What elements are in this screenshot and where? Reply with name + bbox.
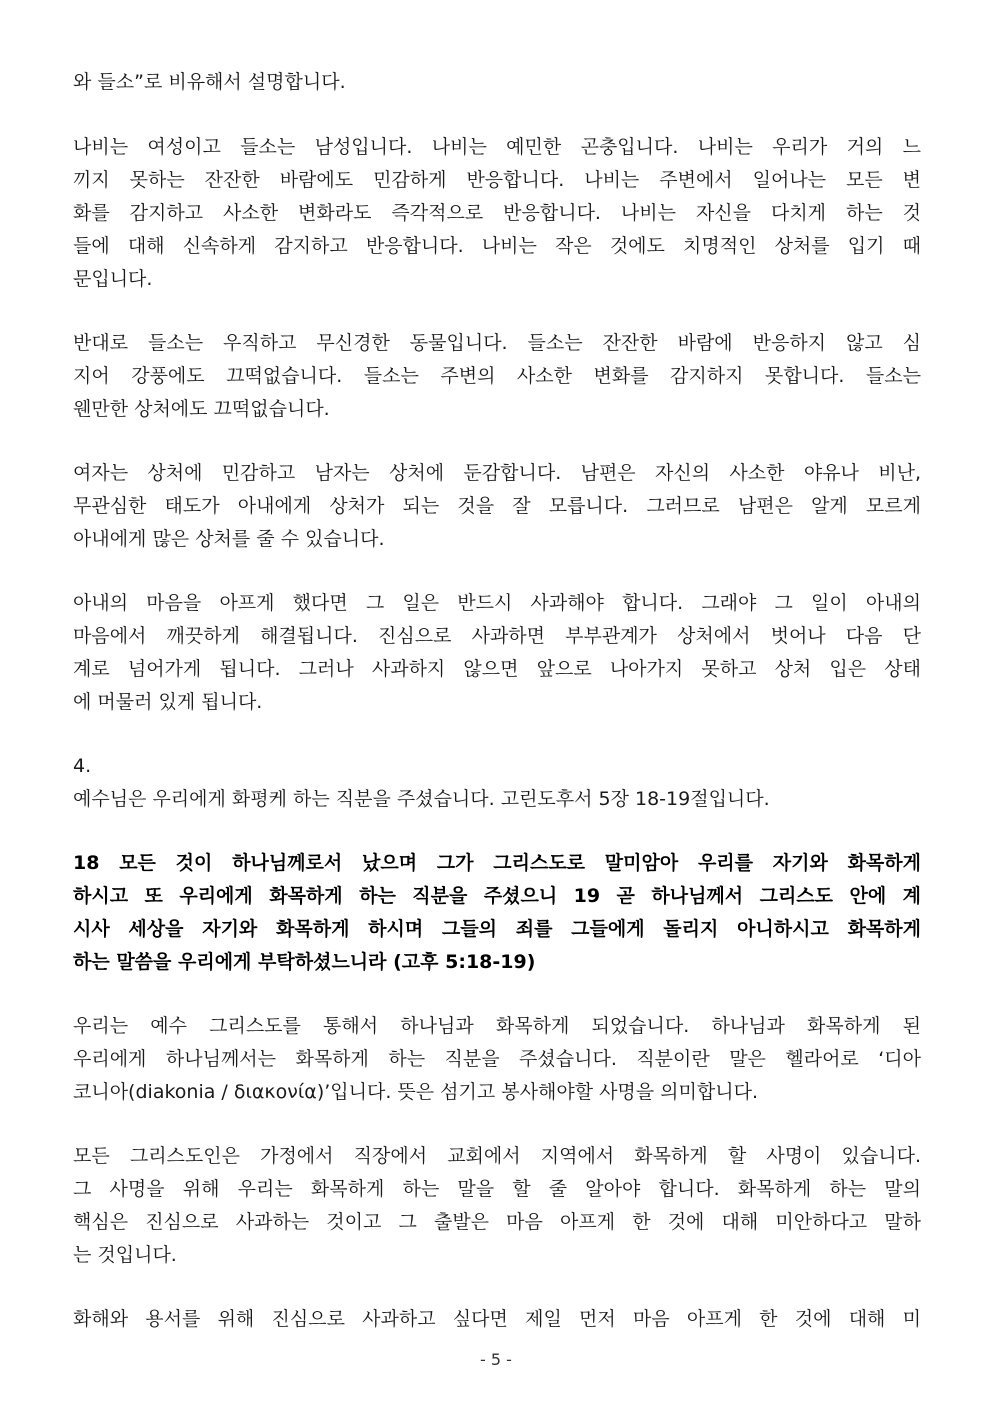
section-number: 4.	[73, 755, 92, 777]
text-line: 끼지 못하는 잔잔한 바람에도 민감하게 반응합니다. 나비는 주변에서 일어나는 모든 변	[73, 169, 921, 191]
text-line: 코니아(diakonia / διακονία)’입니다. 뜻은 섬기고 봉사해야할 사명을 의미합니다.	[73, 1081, 758, 1103]
text-line: 는 것입니다.	[73, 1244, 177, 1266]
text-line: 마음에서 깨끗하게 해결됩니다. 진심으로 사과하면 부부관계가 상처에서 벗어나 다음 단	[73, 625, 921, 647]
text-line: 웬만한 상처에도 끄떡없습니다.	[73, 398, 330, 420]
scripture-line: 18 모든 것이 하나님께로서 났으며 그가 그리스도로 말미암아 우리를 자기와 화목하게	[73, 852, 921, 874]
text-line: 들에 대해 신속하게 감지하고 반응합니다. 나비는 작은 것에도 치명적인 상처를 입기 때	[73, 235, 921, 257]
text-line: 지어 강풍에도 끄떡없습니다. 들소는 주변의 사소한 변화를 감지하지 못합니다. 들소는	[73, 365, 921, 387]
text-line: 화를 감지하고 사소한 변화라도 즉각적으로 반응합니다. 나비는 자신을 다치게 하는 것	[73, 202, 921, 224]
text-line: 모든 그리스도인은 가정에서 직장에서 교회에서 지역에서 화목하게 할 사명이 있습니다.	[73, 1145, 921, 1167]
page-number: - 5 -	[480, 1350, 512, 1369]
text-line: 에 머물러 있게 됩니다.	[73, 691, 263, 713]
scripture-line: 시사 세상을 자기와 화목하게 하시며 그들의 죄를 그들에게 돌리지 아니하시고 화목하게	[73, 918, 921, 940]
text-line: 반대로 들소는 우직하고 무신경한 동물입니다. 들소는 잔잔한 바람에 반응하지 않고 심	[73, 332, 921, 354]
text-line: 화해와 용서를 위해 진심으로 사과하고 싶다면 제일 먼저 마음 아프게 한 것에 대해 미	[73, 1308, 921, 1330]
text-line: 와 들소”로 비유해서 설명합니다.	[73, 71, 346, 93]
text-line: 우리에게 하나님께서는 화목하게 하는 직분을 주셨습니다. 직분이란 말은 헬라어로 ‘디아	[73, 1048, 921, 1070]
text-line: 아내의 마음을 아프게 했다면 그 일은 반드시 사과해야 합니다. 그래야 그 일이 아내의	[73, 592, 921, 614]
text-line: 계로 넘어가게 됩니다. 그러나 사과하지 않으면 앞으로 나아가지 못하고 상처 입은 상태	[73, 658, 921, 680]
text-line: 예수님은 우리에게 화평케 하는 직분을 주셨습니다. 고린도후서 5장 18-19절입니다.	[73, 788, 770, 810]
text-line: 여자는 상처에 민감하고 남자는 상처에 둔감합니다. 남편은 자신의 사소한 야유나 비난,	[73, 462, 921, 484]
text-line: 그 사명을 위해 우리는 화목하게 하는 말을 할 줄 알아야 합니다. 화목하게 하는 말의	[73, 1178, 921, 1200]
scripture-line: 하시고 또 우리에게 화목하게 하는 직분을 주셨으니 19 곧 하나님께서 그리스도 안에 계	[73, 885, 921, 907]
text-line: 우리는 예수 그리스도를 통해서 하나님과 화목하게 되었습니다. 하나님과 화목하게 된	[73, 1015, 921, 1037]
scripture-line: 하는 말씀을 우리에게 부탁하셨느니라 (고후 5:18-19)	[73, 951, 536, 973]
text-line: 핵심은 진심으로 사과하는 것이고 그 출발은 마음 아프게 한 것에 대해 미안하다고 말하	[73, 1211, 921, 1233]
text-line: 아내에게 많은 상처를 줄 수 있습니다.	[73, 528, 385, 550]
text-line: 무관심한 태도가 아내에게 상처가 되는 것을 잘 모릅니다. 그러므로 남편은 알게 모르게	[73, 495, 921, 517]
text-line: 나비는 여성이고 들소는 남성입니다. 나비는 예민한 곤충입니다. 나비는 우리가 거의 느	[73, 136, 921, 158]
text-line: 문입니다.	[73, 268, 153, 290]
